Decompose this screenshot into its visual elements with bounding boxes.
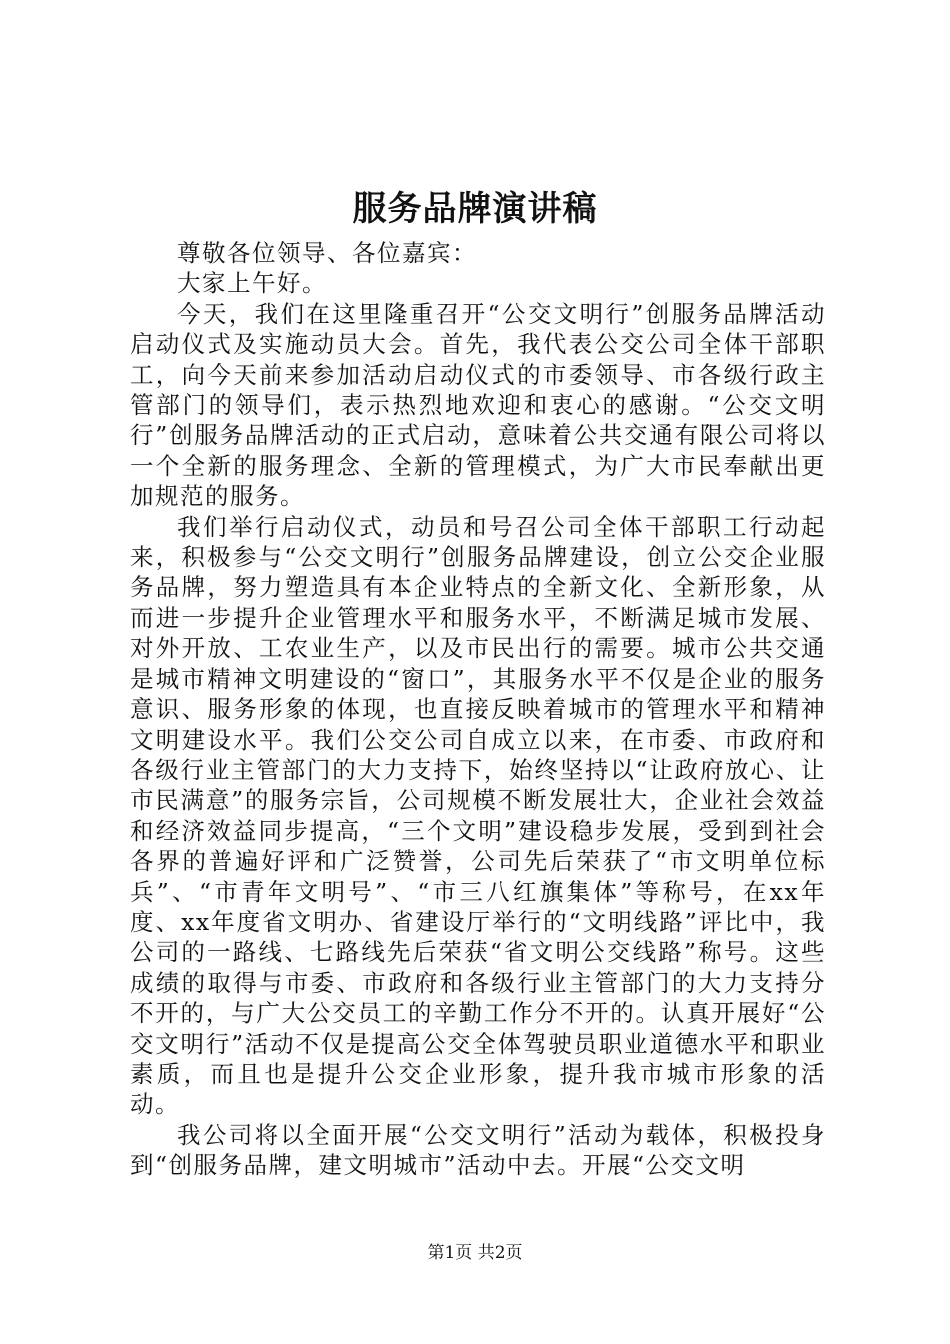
document-body bbox=[130, 238, 826, 1181]
body-paragraph: 今天，我们在这里隆重召开“公交文明行”创服务品牌活动启动仪式及实施动员大会。首先，我代表公交公司全体干部职工，向今天前来参加活动启动仪式的市委领导、市各级行政主管部门的领导们，表示热烈地欢迎和衷心的感谢。“公交文明行”创服务品牌活动的正式启动，意味着公共交通有限公司将以一个全新的服务理念、全新的管理模式，为广大市民奉献出更加规范的服务。 bbox=[130, 299, 826, 511]
greeting-paragraph: 大家上午好。 bbox=[177, 269, 327, 298]
body-paragraph: 我公司将以全面开展“公交文明行”活动为载体，积极投身到“创服务品牌，建文明城市”活动中去。开展“公交文明 bbox=[130, 1120, 826, 1180]
page-number-footer: 第1页 共2页 bbox=[427, 1243, 523, 1263]
document-title: 服务品牌演讲稿 bbox=[352, 189, 598, 229]
body-paragraph: 我们举行启动仪式，动员和号召公司全体干部职工行动起来，积极参与“公交文明行”创服务品牌建设，创立公交企业服务品牌，努力塑造具有本企业特点的全新文化、全新形象，从而进一步提升企业管理水平和服务水平，不断满足城市发展、对外开放、工农业生产，以及市民出行的需要。城市公共交通是城市精神文明建设的“窗口”，其服务水平不仅是企业的服务意识、服务形象的体现，也直接反映着城市的管理水平和精神文明建设水平。我们公交公司自成立以来，在市委、市政府和各级行业主管部门的大力支持下，始终坚持以“让政府放心、让市民满意”的服务宗旨，公司规模不断发展壮大，企业社会效益和经济效益同步提高，“三个文明”建设稳步发展，受到到社会各界的普遍好评和广泛赞誉，公司先后荣获了“市文明单位标兵”、“市青年文明号”、“市三八红旗集体”等称号，在xx年度、xx年度省文明办、省建设厅举行的“文明线路”评比中，我公司的一路线、七路线先后荣获“省文明公交线路”称号。这些成绩的取得与市委、市政府和各级行业主管部门的大力支持分不开的，与广大公交员工的辛勤工作分不开的。认真开展好“公交文明行”活动不仅是提高公交全体驾驶员职业道德水平和职业素质，而且也是提升公交企业形象，提升我市城市形象的活动。 bbox=[130, 512, 826, 1119]
salutation-paragraph: 尊敬各位领导、各位嘉宾： bbox=[177, 239, 477, 267]
